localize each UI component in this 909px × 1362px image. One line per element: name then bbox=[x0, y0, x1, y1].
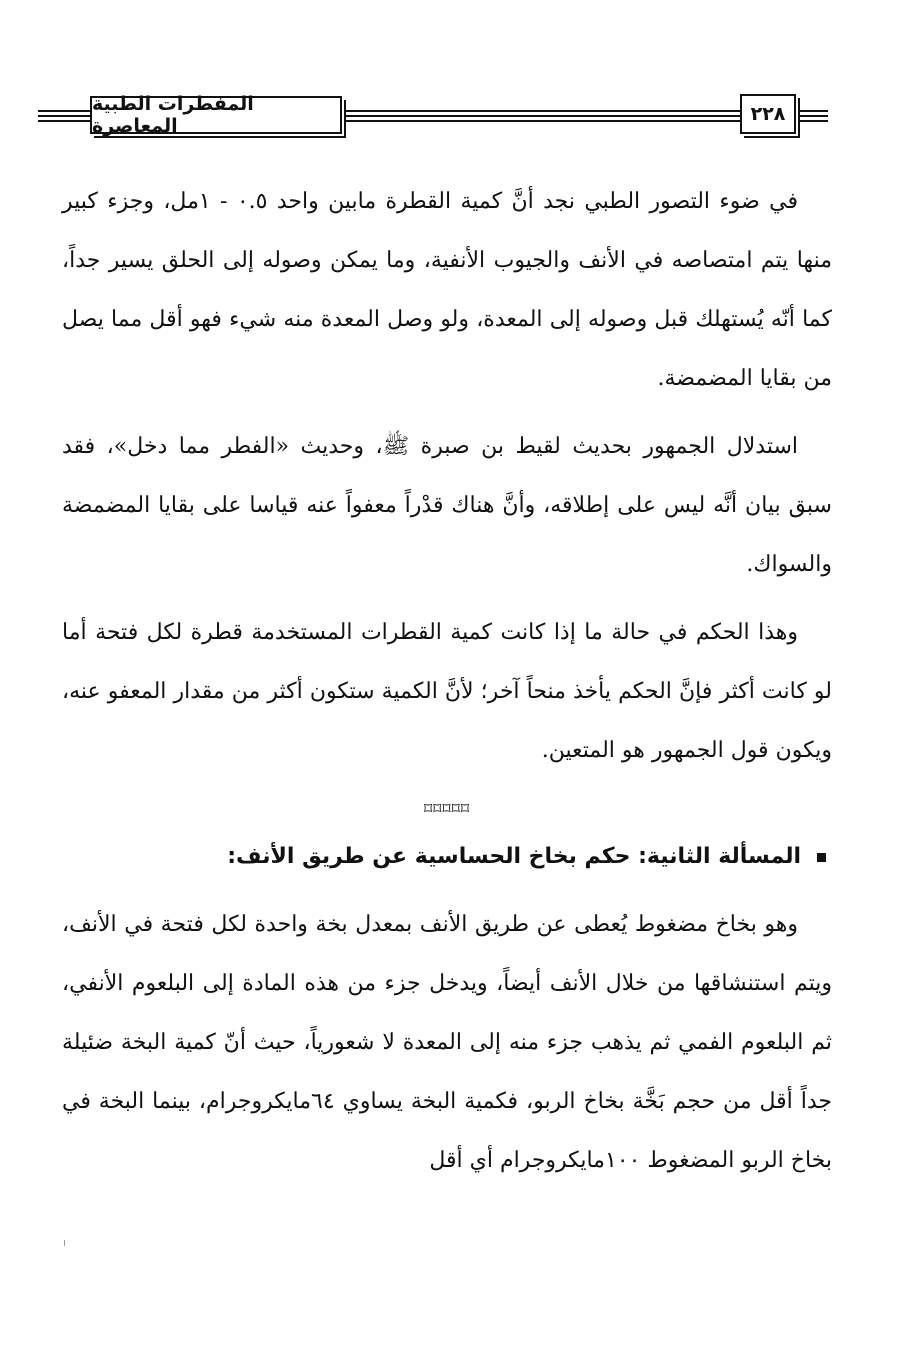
square-bullet-icon bbox=[817, 853, 826, 862]
page-number: ٢٢٨ bbox=[740, 94, 796, 134]
book-title: المفطرات الطبية المعاصرة bbox=[90, 96, 342, 134]
section-heading-text: المسألة الثانية: حكم بخاخ الحساسية عن طريق الأنف: bbox=[227, 844, 801, 869]
page-body bbox=[62, 172, 832, 1199]
paragraph: استدلال الجمهور بحديث لقيط بن صبرة ﷺ، وحديث «الفطر مما دخل»، فقد سبق بيان أنَّه ليس على إطلاقه، وأنَّ هناك قدْراً معفواً عنه قياسا على بقايا المضمضة والسواك. bbox=[62, 434, 832, 577]
section-heading bbox=[62, 827, 832, 886]
paragraph: وهو بخاخ مضغوط يُعطى عن طريق الأنف بمعدل بخة واحدة لكل فتحة في الأنف، ويتم استنشاقها من خلال الأنف أيضاً، ويدخل جزء من هذه المادة إلى البلعوم الأنفي، ثم البلعوم الفمي ثم يذهب جزء منه إلى المعدة لا شعورياً، حيث أنّ كمية البخة ضئيلة جداً أقل من حجم بَخَّة بخاخ الربو، فكمية البخة يساوي ٦٤مايكروجرام، بينما البخة في بخاخ الربو المضغوط ١٠٠مايكروجرام أي أقل bbox=[62, 912, 832, 1173]
section-separator: ⌑⌑⌑⌑⌑ bbox=[423, 799, 471, 818]
paragraph: في ضوء التصور الطبي نجد أنَّ كمية القطرة مابين واحد ٠.٥ - ١مل، وجزء كبير منها يتم امتصاصه في الأنف والجيوب الأنفية، وما يمكن وصوله إلى الحلق يسير جداً، كما أنّه يُستهلك قبل وصوله إلى المعدة، ولو وصل المعدة منه شيء فهو أقل مما يصل من بقايا المضمضة. bbox=[62, 189, 832, 391]
page-header bbox=[38, 92, 828, 142]
page-mark bbox=[64, 1240, 65, 1246]
paragraph: وهذا الحكم في حالة ما إذا كانت كمية القطرات المستخدمة قطرة لكل فتحة أما لو كانت أكثر فإنَّ الحكم يأخذ منحاً آخر؛ لأنَّ الكمية ستكون أكثر من مقدار المعفو عنه، ويكون قول الجمهور هو المتعين. bbox=[62, 620, 832, 763]
